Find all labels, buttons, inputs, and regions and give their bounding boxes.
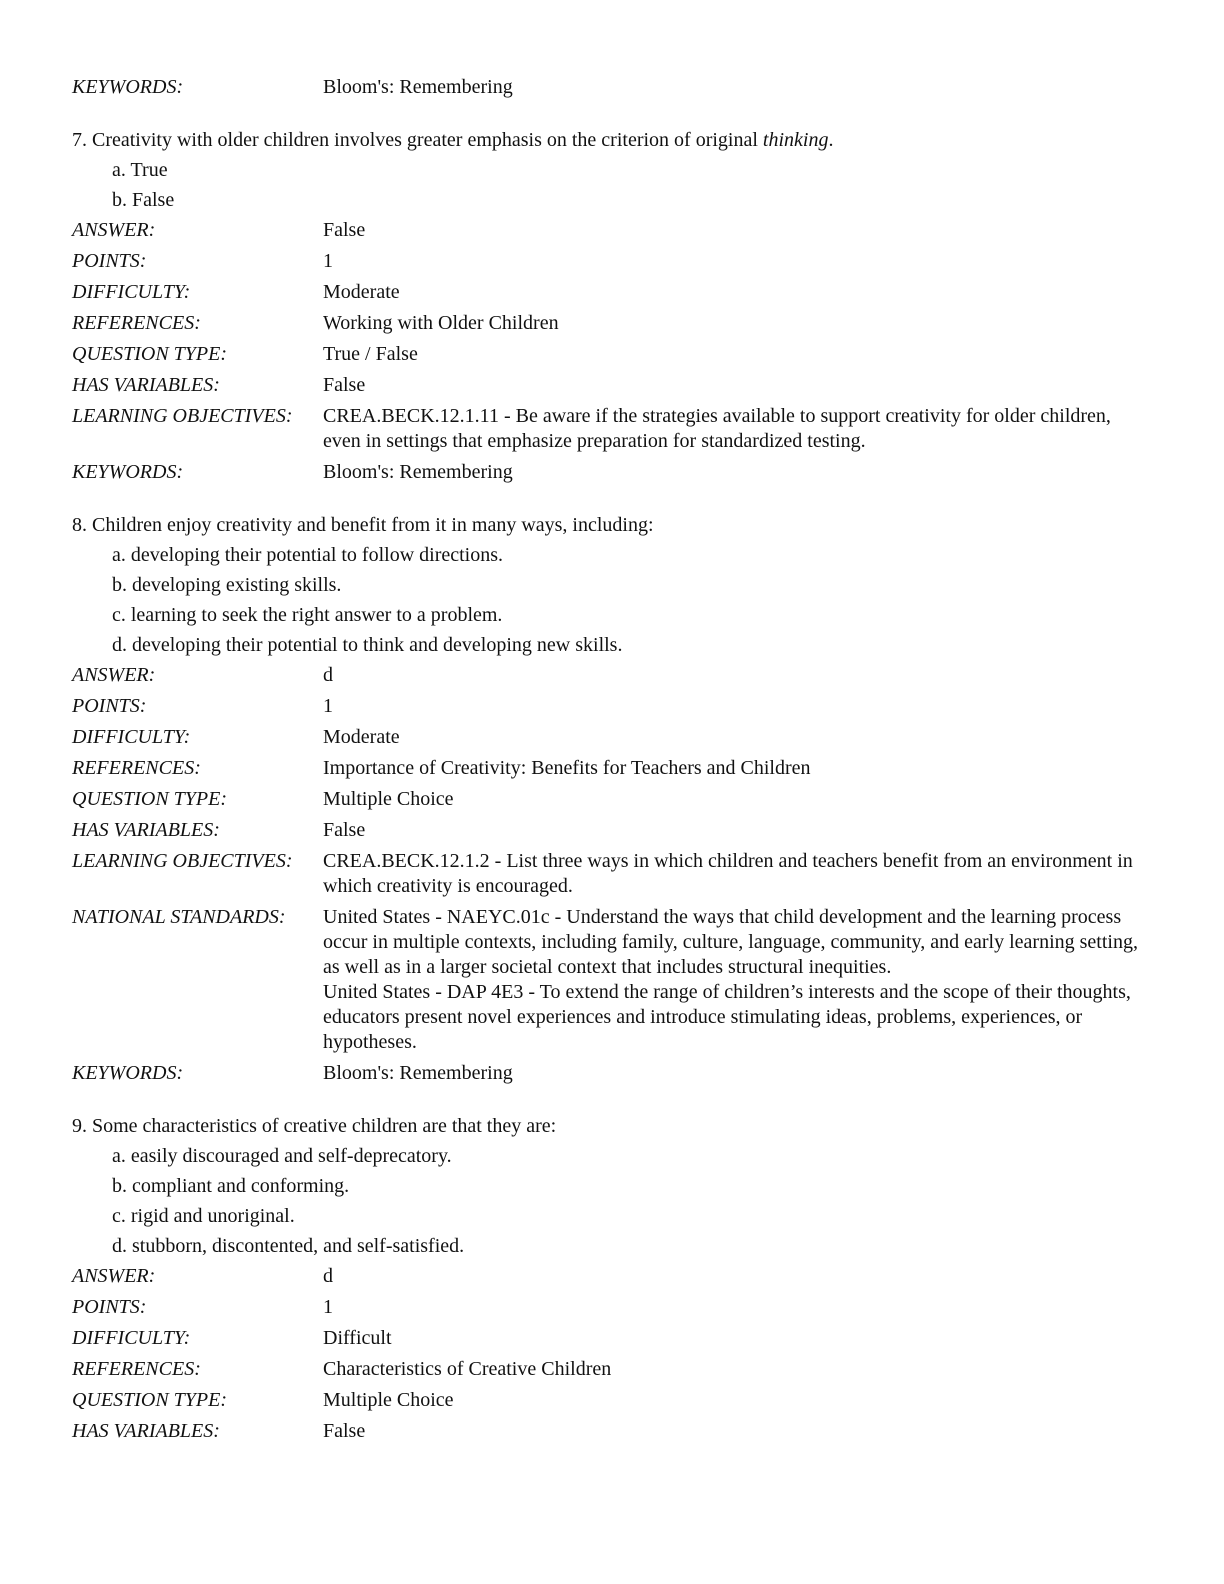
- meta-label: LEARNING OBJECTIVES:: [72, 405, 293, 427]
- meta-label: QUESTION TYPE:: [72, 788, 228, 810]
- meta-row-learning-objectives: [72, 849, 1224, 899]
- meta-value: Bloom's: Remembering: [323, 76, 513, 98]
- meta-label: DIFFICULTY:: [72, 1327, 191, 1349]
- meta-row-learning-objectives: [72, 404, 1224, 454]
- question-text: [72, 128, 1224, 153]
- meta-value: Moderate: [323, 281, 400, 303]
- meta-value-group: [323, 905, 1143, 1055]
- option-a: a. easily discouraged and self-deprecatory.: [112, 1145, 452, 1167]
- meta-value: Working with Older Children: [323, 312, 559, 334]
- meta-value: Difficult: [323, 1327, 392, 1349]
- meta-value: United States - DAP 4E3 - To extend the range of children’s interests and the scope of their thoughts, educators present novel experiences and introduce stimulating ideas, problems, experiences, or hypotheses.: [323, 981, 1131, 1053]
- question-text: [72, 1114, 1224, 1139]
- meta-row-keywords: [72, 1061, 1224, 1086]
- question-tail: .: [828, 129, 834, 151]
- option-b: b. developing existing skills.: [112, 574, 342, 596]
- meta-value: United States - NAEYC.01c - Understand the ways that child development and the learning process occur in multiple contexts, including family, culture, language, community, and early learning setting, as well as in a larger societal context that includes structural inequities.: [323, 906, 1138, 978]
- question-emphasis: thinking: [762, 129, 829, 151]
- meta-row-has-variables: [72, 373, 1224, 398]
- option-c: c. rigid and unoriginal.: [112, 1205, 295, 1227]
- meta-row-difficulty: [72, 1326, 1224, 1351]
- meta-label: KEYWORDS:: [72, 76, 184, 98]
- meta-label: REFERENCES:: [72, 1358, 201, 1380]
- meta-value: False: [323, 819, 366, 841]
- meta-value: 1: [323, 1296, 333, 1318]
- meta-row-references: [72, 1357, 1224, 1382]
- meta-label: HAS VARIABLES:: [72, 374, 220, 396]
- question-7: [72, 128, 1224, 485]
- meta-value: Moderate: [323, 726, 400, 748]
- meta-value: CREA.BECK.12.1.11 - Be aware if the strategies available to support creativity for older children, even in settings that emphasize preparation for standardized testing.: [323, 405, 1111, 452]
- meta-label: QUESTION TYPE:: [72, 343, 228, 365]
- meta-label: DIFFICULTY:: [72, 726, 191, 748]
- question-number: 9.: [72, 1115, 87, 1137]
- meta-label: POINTS:: [72, 250, 147, 272]
- meta-label: HAS VARIABLES:: [72, 1420, 220, 1442]
- option-a: a. developing their potential to follow directions.: [112, 544, 504, 566]
- meta-label: POINTS:: [72, 695, 147, 717]
- meta-value: False: [323, 1420, 366, 1442]
- meta-value: d: [323, 1265, 333, 1287]
- meta-value: False: [323, 219, 366, 241]
- meta-row-points: [72, 249, 1224, 274]
- meta-label: LEARNING OBJECTIVES:: [72, 850, 293, 872]
- meta-row-question-type: [72, 787, 1224, 812]
- option-b: b. False: [112, 189, 175, 211]
- meta-row-points: [72, 1295, 1224, 1320]
- meta-label: ANSWER:: [72, 664, 156, 686]
- meta-label: NATIONAL STANDARDS:: [72, 906, 286, 928]
- meta-row-references: [72, 756, 1224, 781]
- question-body: Some characteristics of creative children are that they are:: [92, 1115, 557, 1137]
- meta-label: REFERENCES:: [72, 757, 201, 779]
- meta-label: ANSWER:: [72, 219, 156, 241]
- meta-value: Characteristics of Creative Children: [323, 1358, 612, 1380]
- meta-value: False: [323, 374, 366, 396]
- meta-row-keywords: [72, 75, 1224, 100]
- meta-value: True / False: [323, 343, 418, 365]
- meta-row-points: [72, 694, 1224, 719]
- meta-row-national-standards: [72, 905, 1224, 1055]
- meta-value: Multiple Choice: [323, 1389, 454, 1411]
- meta-label: QUESTION TYPE:: [72, 1389, 228, 1411]
- meta-row-difficulty: [72, 725, 1224, 750]
- option-b: b. compliant and conforming.: [112, 1175, 350, 1197]
- option-c: c. learning to seek the right answer to a problem.: [112, 604, 503, 626]
- meta-value: CREA.BECK.12.1.2 - List three ways in which children and teachers benefit from an environment in which creativity is encouraged.: [323, 850, 1133, 897]
- meta-label: ANSWER:: [72, 1265, 156, 1287]
- option-a: a. True: [112, 159, 168, 181]
- meta-row-keywords: [72, 460, 1224, 485]
- question-body: Children enjoy creativity and benefit from it in many ways, including:: [92, 514, 654, 536]
- meta-label: KEYWORDS:: [72, 461, 184, 483]
- meta-row-answer: [72, 663, 1224, 688]
- meta-value: Multiple Choice: [323, 788, 454, 810]
- meta-label: POINTS:: [72, 1296, 147, 1318]
- question-number: 7.: [72, 129, 87, 151]
- meta-label: DIFFICULTY:: [72, 281, 191, 303]
- meta-value: 1: [323, 695, 333, 717]
- meta-value: d: [323, 664, 333, 686]
- meta-row-answer: [72, 218, 1224, 243]
- meta-label: HAS VARIABLES:: [72, 819, 220, 841]
- question-text: [72, 513, 1224, 538]
- meta-row-has-variables: [72, 1419, 1224, 1444]
- meta-row-has-variables: [72, 818, 1224, 843]
- question-body: Creativity with older children involves greater emphasis on the criterion of original: [92, 129, 758, 151]
- meta-value: 1: [323, 250, 333, 272]
- meta-row-answer: [72, 1264, 1224, 1289]
- meta-label: KEYWORDS:: [72, 1062, 184, 1084]
- meta-label: REFERENCES:: [72, 312, 201, 334]
- meta-value: Bloom's: Remembering: [323, 461, 513, 483]
- meta-row-references: [72, 311, 1224, 336]
- meta-row-question-type: [72, 342, 1224, 367]
- meta-row-difficulty: [72, 280, 1224, 305]
- meta-value: Importance of Creativity: Benefits for Teachers and Children: [323, 757, 811, 779]
- question-9: [72, 1114, 1224, 1444]
- question-8: [72, 513, 1224, 1086]
- meta-value: Bloom's: Remembering: [323, 1062, 513, 1084]
- question-number: 8.: [72, 514, 87, 536]
- option-d: d. developing their potential to think and developing new skills.: [112, 634, 623, 656]
- meta-row-question-type: [72, 1388, 1224, 1413]
- option-d: d. stubborn, discontented, and self-satisfied.: [112, 1235, 465, 1257]
